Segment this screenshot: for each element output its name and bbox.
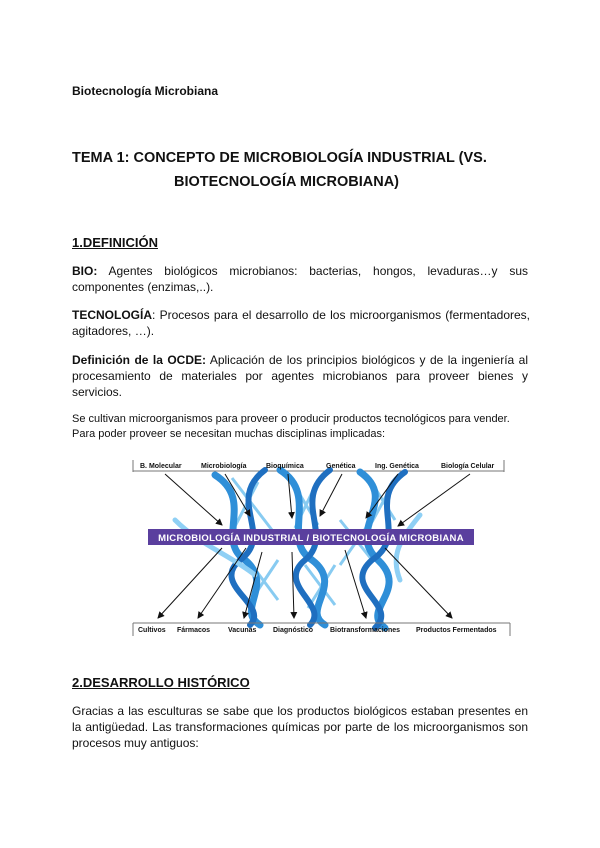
tecnologia-text: : Procesos para el desarrollo de los microorganismos (fermentadores, agitadores, …). [72,308,530,338]
section-heading-definicion: 1.DEFINICIÓN [72,235,158,250]
bottom-label-productos-fermentados: Productos Fermentados [416,627,497,634]
bottom-label-biotransformaciones: Biotransformaciones [330,627,401,634]
note-line-1: Se cultivan microorganismos para proveer o producir productos tecnológicos para vender. [72,413,510,425]
top-label-bioquimica: Bioquímica [266,463,304,470]
top-label-b-molecular: B. Molecular [140,463,182,470]
desarrollo-paragraph: Gracias a las esculturas se sabe que los productos biológicos estaban presentes en la antigüedad. Las transformaciones químicas por parte de los microorganismos son procesos muy antiguos: [72,704,528,750]
bottom-label-diagnostico: Diagnóstico [273,627,314,634]
banner-text: MICROBIOLOGÍA INDUSTRIAL / BIOTECNOLOGÍA MICROBIANA [158,533,464,544]
top-label-ing-genetica: Ing. Genética [375,463,419,470]
ocde-text: Aplicación de los principios biológicos y de la ingeniería al procesamiento de materiales por agentes microbianos para proveer bienes y servicios. [72,353,529,399]
ocde-label: Definición de la OCDE: [72,353,207,367]
top-label-biologia-celular: Biología Celular [441,463,495,470]
bio-label: BIO: [72,264,98,278]
note-line-2: Para poder proveer se necesitan muchas disciplinas implicadas: [72,428,386,440]
top-label-genetica: Genética [326,463,356,470]
bio-text: Agentes biológicos microbianos: bacterias, hongos, levaduras…y sus componentes (enzimas,..). [72,264,528,294]
bottom-label-vacunas: Vacunas [228,627,257,634]
bottom-label-farmacos: Fármacos [177,627,211,634]
title-line-1: TEMA 1: CONCEPTO DE MICROBIOLOGÍA INDUSTRIAL (VS. [72,150,487,166]
tecnologia-label: TECNOLOGÍA [72,308,152,322]
course-header: Biotecnología Microbiana [72,84,219,98]
title-line-2: BIOTECNOLOGÍA MICROBIANA) [174,174,400,190]
top-label-microbiologia: Microbiología [201,463,247,470]
bottom-label-cultivos: Cultivos [138,627,166,634]
section-heading-desarrollo: 2.DESARROLLO HISTÓRICO [72,675,250,690]
